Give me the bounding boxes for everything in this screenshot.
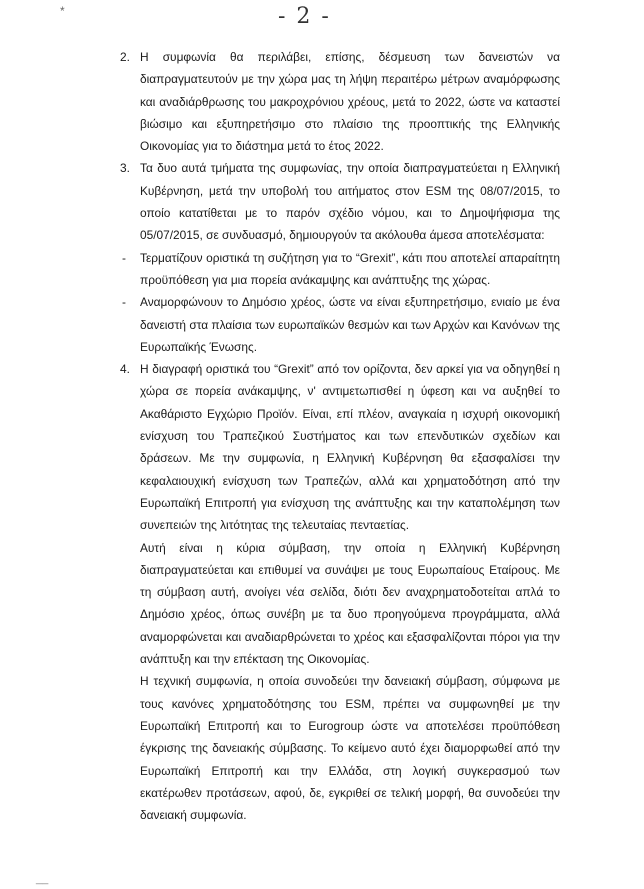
- list-item: [120, 358, 560, 536]
- item-number: 2.: [120, 50, 130, 64]
- scan-mark: __: [36, 873, 49, 885]
- scan-mark: *: [60, 4, 65, 18]
- item-text: Τα δυο αυτά τμήματα της συμφωνίας, την οποία διαπραγματεύεται η Ελληνική Κυβέρνηση, μετά την υποβολή του αιτήματος στον ESM της 08/07/2015, το οποίο κατατίθεται με το παρόν σχέδιο νόμου, και το Δημοψήφισμα της 05/07/2015, σε συνδυασμό, δημιουργούν τα ακόλουθα άμεσα αποτελέσματα:: [140, 161, 560, 243]
- list-item: [120, 46, 560, 157]
- list-item: [120, 157, 560, 246]
- paragraph: Αυτή είναι η κύρια σύμβαση, την οποία η Ελληνική Κυβέρνηση διαπραγματεύεται και επιθυμεί να συνάψει με τους Ευρωπαίους Εταίρους. Με τη σύμβαση αυτή, ανοίγει νέα σελίδα, διότι δεν αναχρηματοδοτείται απλά το Δημόσιο χρέος, όπως συνέβη με τα δυο προηγούμενα προγράμματα, αλλά αναμορφώνεται και αναδιαρθρώνεται το χρέος και εξασφαλίζονται πόροι για την ανάπτυξη και την επέκταση της Οικονομίας.: [140, 540, 560, 667]
- bullet-item: [120, 247, 560, 292]
- document-body: [120, 46, 560, 826]
- bullet-item: [120, 291, 560, 358]
- item-text: Η συμφωνία θα περιλάβει, επίσης, δέσμευση των δανειστών να διαπραγματευτούν με την χώρα μας τη λήψη περαιτέρω μέτρων αναμόρφωσης και αναδιάρθρωσης του μακροχρόνιου χρέους, μετά το 2022, ώστε να καταστεί βιώσιμο και εξυπηρετήσιμο στο πλαίσιο της προοπτικής της Ελληνικής Οικονομίας για το διάστημα μετά το έτος 2022.: [140, 50, 560, 154]
- paragraph: Η τεχνική συμφωνία, η οποία συνοδεύει την δανειακή σύμβαση, σύμφωνα με τους κανόνες χρηματοδότησης του ESM, πρέπει να συμφωνηθεί με την Ευρωπαϊκή Επιτροπή και το Eurogroup ώστε να αποτελέσει προϋπόθεση έγκρισης της δανειακής σύμβασης. Το κείμενο αυτό έχει διαμορφωθεί από την Ευρωπαϊκή Επιτροπή και την Ελλάδα, στη λογική συγκερασμού των εκατέρωθεν προτάσεων, αφού, δε, εγκριθεί σε τελική μορφή, θα συνοδεύει την δανειακή συμφωνία.: [140, 674, 560, 823]
- bullet-text: Τερματίζουν οριστικά τη συζήτηση για το “Grexit”, κάτι που αποτελεί απαραίτητη προϋπόθεση για μια πορεία ανάκαμψης και ανάπτυξης της χώρας.: [140, 250, 560, 287]
- item-number: 3.: [120, 161, 130, 176]
- item-number: 4.: [120, 362, 130, 377]
- bullet-text: Αναμορφώνουν το Δημόσιο χρέος, ώστε να είναι εξυπηρετήσιμο, ενιαίο με ένα δανειστή στα πλαίσια των ευρωπαϊκών θεσμών και των Αρχών και Κανόνων της Ευρωπαϊκής Ένωσης.: [140, 295, 560, 354]
- bullet-dash: -: [122, 295, 126, 310]
- bullet-dash: -: [122, 250, 126, 265]
- page-number: - 2 -: [278, 4, 331, 29]
- item-text: Η διαγραφή οριστικά του “Grexit” από τον ορίζοντα, δεν αρκεί για να οδηγηθεί η χώρα σε πορεία ανάκαμψης, ν' αντιμετωπισθεί η ύφεση και να αυξηθεί το Ακαθάριστο Εγχώριο Προϊόν. Είναι, επί πλέον, αναγκαία η ισχυρή οικονομική ενίσχυση του Τραπεζικού Συστήματος και των επενδυτικών σχεδίων και δράσεων. Με την συμφωνία, η Ελληνική Κυβέρνηση θα εξασφαλίσει την κεφαλαιουχική ενίσχυση των Τραπεζών, αλλά και χρηματοδότηση από την Ευρωπαϊκή Επιτροπή για ενίσχυση της ανάπτυξης και την καταπολέμηση των συνεπειών της λιτότητας της τελευταίας πενταετίας.: [140, 362, 560, 533]
